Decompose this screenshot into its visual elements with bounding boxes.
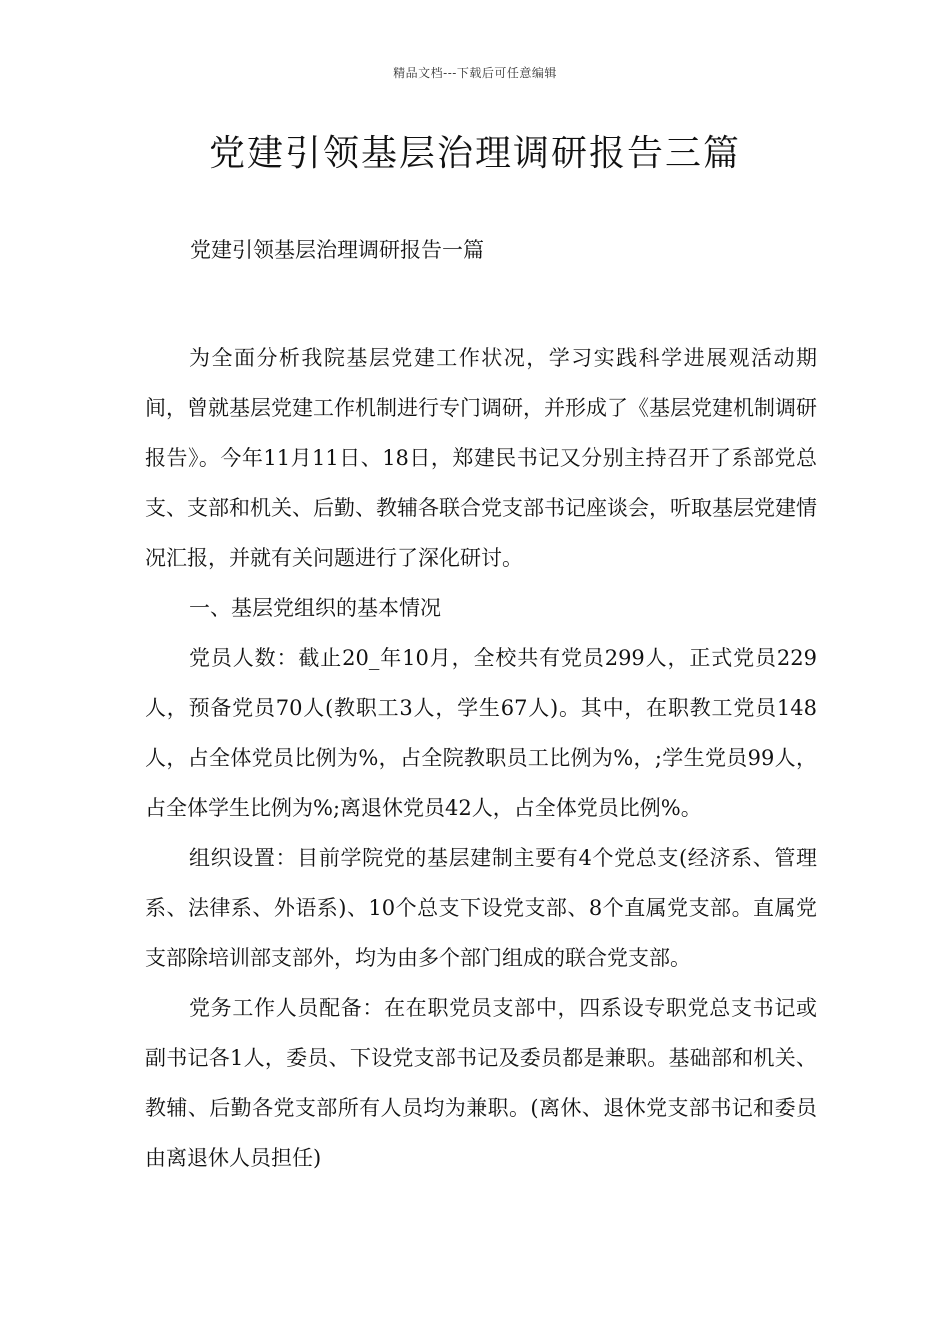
document-title: 党建引领基层治理调研报告三篇 bbox=[208, 133, 741, 174]
paragraph-membership: 党员人数：截止20_年10月，全校共有党员299人，正式党员229人，预备党员70人(教职工3人，学生67人)。其中，在职教工党员148人，占全体党员比例为%，占全院教职员工比例为%，;学生党员99人，占全体学生比例为%;离退休党员42人，占全体党员比例%。 bbox=[145, 646, 817, 820]
paragraph-intro: 为全面分析我院基层党建工作状况，学习实践科学进展观活动期间，曾就基层党建工作机制进行专门调研，并形成了《基层党建机制调研报告》。今年11月11日、18日，郑建民书记又分别主持召开了系部党总支、支部和机关、后勤、教辅各联合党支部书记座谈会，听取基层党建情况汇报，并就有关问题进行了深化研讨。 bbox=[145, 346, 817, 570]
section-heading: 一、基层党组织的基本情况 bbox=[189, 596, 441, 620]
document-body bbox=[145, 333, 817, 1183]
header-note: 精品文档---下载后可任意编辑 bbox=[393, 66, 557, 80]
paragraph-organization: 组织设置：目前学院党的基层建制主要有4个党总支(经济系、管理系、法律系、外语系)、10个总支下设党支部、8个直属党支部。直属党支部除培训部支部外，均为由多个部门组成的联合党支部。 bbox=[145, 846, 817, 970]
document-subtitle: 党建引领基层治理调研报告一篇 bbox=[190, 238, 484, 262]
paragraph-staffing: 党务工作人员配备：在在职党员支部中，四系设专职党总支书记或副书记各1人，委员、下设党支部书记及委员都是兼职。基础部和机关、教辅、后勤各党支部所有人员均为兼职。(离休、退休党支部书记和委员由离退休人员担任) bbox=[145, 996, 817, 1170]
